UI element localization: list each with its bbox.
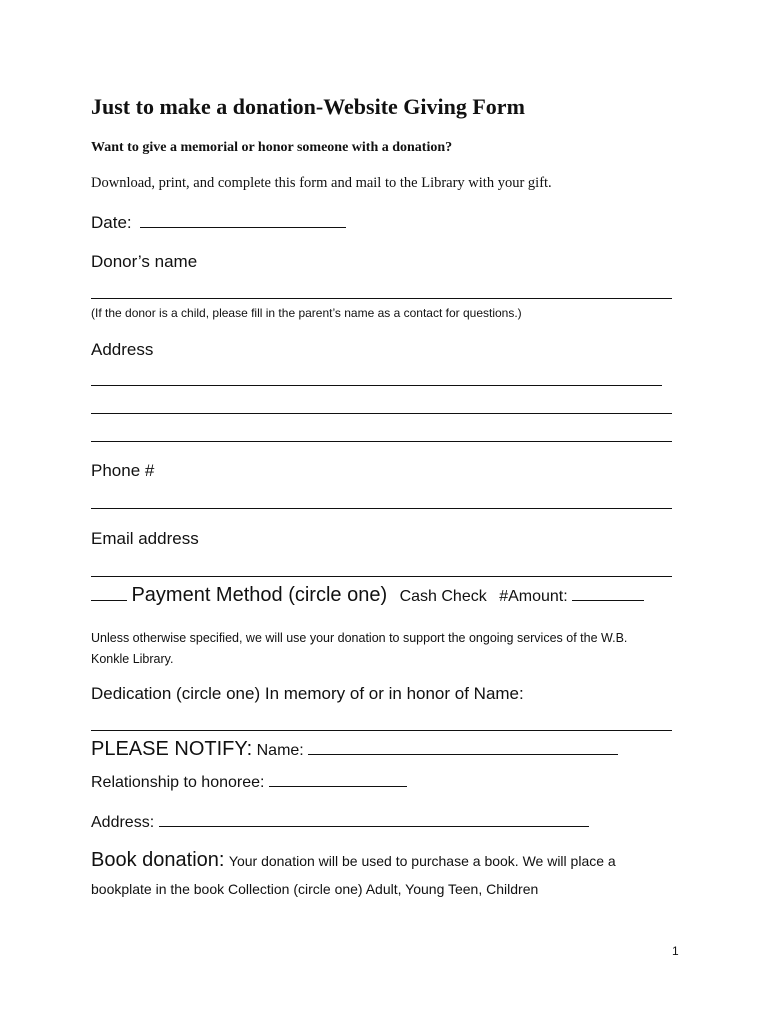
address-field-line-3[interactable] <box>91 441 672 442</box>
phone-field-line[interactable] <box>91 508 672 509</box>
notify-address-row <box>91 810 589 832</box>
payment-check-line[interactable] <box>91 584 127 601</box>
payment-row <box>91 584 644 607</box>
dedication-field-line[interactable] <box>91 730 672 731</box>
date-label: Date: <box>91 213 132 232</box>
form-subtitle: Want to give a memorial or honor someone with a donation? <box>91 140 453 155</box>
form-title: Just to make a donation-Website Giving Form <box>91 94 525 119</box>
donor-note: (If the donor is a child, please fill in the parent’s name as a contact for questions.) <box>91 306 522 320</box>
book-row <box>91 849 616 872</box>
address-field-line-2[interactable] <box>91 413 672 414</box>
book-label: Book donation: <box>91 849 225 871</box>
date-row <box>91 211 346 233</box>
page-number: 1 <box>672 944 679 958</box>
relationship-line[interactable] <box>269 770 407 787</box>
amount-field-line[interactable] <box>572 584 644 601</box>
notice-line-1: Unless otherwise specified, we will use your donation to support the ongoing services of the W.B. <box>91 631 628 645</box>
phone-label: Phone # <box>91 461 155 480</box>
notify-name-label: Name: <box>256 742 304 759</box>
donor-field-line[interactable] <box>91 298 672 299</box>
relationship-row <box>91 770 407 792</box>
book-text-2: bookplate in the book Collection (circle one) Adult, Young Teen, Children <box>91 881 539 897</box>
payment-options: Cash Check <box>399 588 487 605</box>
book-text-1: Your donation will be used to purchase a book. We will place a <box>228 853 616 869</box>
email-label: Email address <box>91 529 199 548</box>
notify-label: PLEASE NOTIFY: <box>91 738 253 760</box>
notify-address-label: Address: <box>91 814 155 831</box>
notice <box>91 628 627 670</box>
notify-name-line[interactable] <box>308 738 618 755</box>
notify-row <box>91 738 618 761</box>
form-intro: Download, print, and complete this form and mail to the Library with your gift. <box>91 175 552 191</box>
date-field-line[interactable] <box>140 211 346 228</box>
email-field-line[interactable] <box>91 576 672 577</box>
notice-line-2: Konkle Library. <box>91 652 174 666</box>
relationship-label: Relationship to honoree: <box>91 774 265 791</box>
dedication-label: Dedication (circle one) In memory of or in honor of Name: <box>91 684 524 703</box>
amount-label: #Amount: <box>499 588 568 605</box>
donor-label: Donor’s name <box>91 252 198 271</box>
address-field-line-1[interactable] <box>91 385 662 386</box>
notify-address-line[interactable] <box>159 810 589 827</box>
payment-label: Payment Method (circle one) <box>131 584 388 606</box>
address-label: Address <box>91 340 154 359</box>
